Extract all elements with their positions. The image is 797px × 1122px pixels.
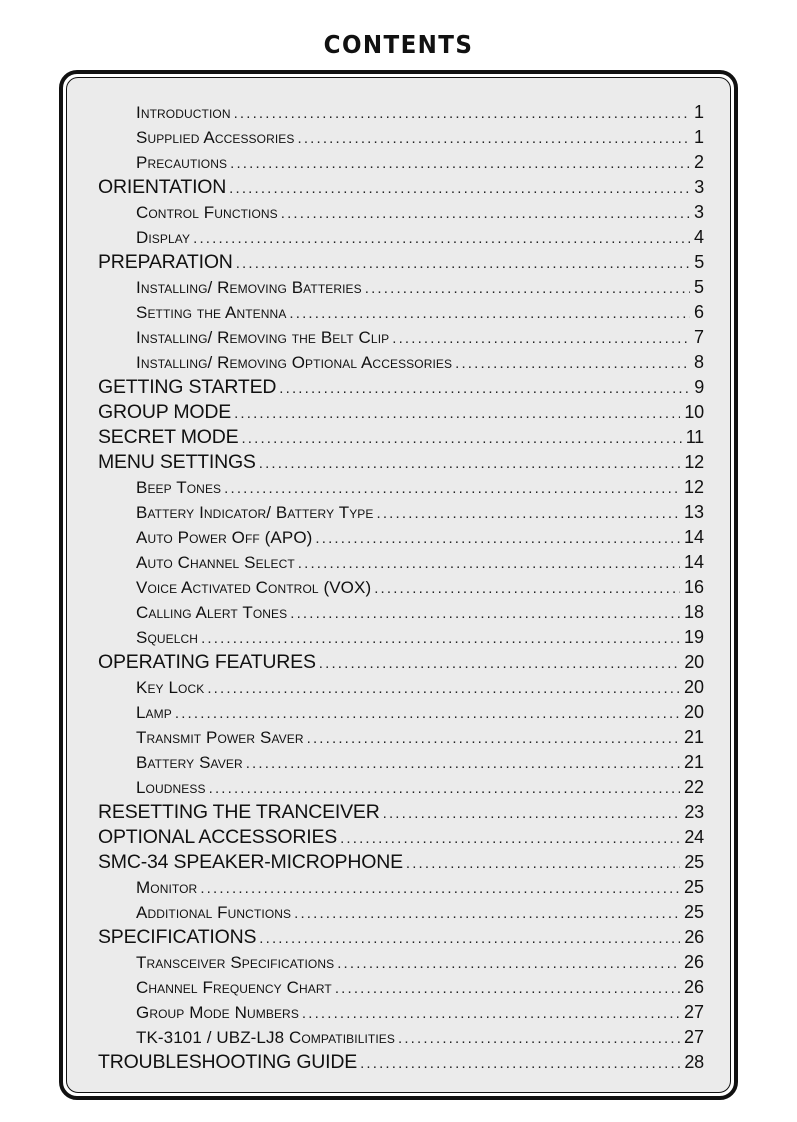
toc-entry-title: Transmit Power Saver <box>136 728 304 747</box>
toc-section-entry[interactable] <box>98 175 704 200</box>
dot-leader <box>337 951 680 976</box>
toc-entry-title: Introduction <box>136 103 231 122</box>
toc-entry-title: Lamp <box>136 703 172 722</box>
toc-page-number: 25 <box>683 902 704 922</box>
dot-leader <box>241 426 681 451</box>
toc-subsection-entry[interactable] <box>98 950 704 975</box>
dot-leader <box>279 376 690 401</box>
toc-subsection-entry[interactable] <box>98 500 704 525</box>
toc-subsection-entry[interactable] <box>98 525 704 550</box>
dot-leader <box>259 451 681 476</box>
dot-leader <box>259 926 680 951</box>
toc-entry-title: SPECIFICATIONS <box>98 926 257 948</box>
toc-page-number: 5 <box>693 277 704 297</box>
toc-page-number: 24 <box>684 827 704 847</box>
dot-leader <box>335 976 680 1001</box>
toc-page-number: 25 <box>684 852 704 872</box>
toc-entry-title: Transceiver Specifications <box>136 953 335 972</box>
toc-subsection-entry[interactable] <box>98 1025 704 1050</box>
toc-section-entry[interactable] <box>98 850 704 875</box>
toc-page-number: 14 <box>683 552 704 572</box>
toc-subsection-entry[interactable] <box>98 125 704 150</box>
dot-leader <box>383 801 681 826</box>
toc-page-number: 1 <box>693 102 704 122</box>
toc-subsection-entry[interactable] <box>98 625 704 650</box>
toc-page-number: 20 <box>683 702 704 722</box>
toc-subsection-entry[interactable] <box>98 725 704 750</box>
toc-entry-title: Group Mode Numbers <box>136 1003 299 1022</box>
dot-leader <box>234 401 680 426</box>
toc-subsection-entry[interactable] <box>98 900 704 925</box>
dot-leader <box>315 526 680 551</box>
toc-page-number: 12 <box>683 477 704 497</box>
dot-leader <box>365 276 690 301</box>
dot-leader <box>229 176 690 201</box>
dot-leader <box>209 776 680 801</box>
toc-subsection-entry[interactable] <box>98 600 704 625</box>
toc-page-number: 20 <box>684 652 704 672</box>
toc-page-number: 27 <box>683 1027 704 1047</box>
dot-leader <box>298 126 690 151</box>
toc-entry-title: TK-3101 / UBZ-LJ8 Compatibilities <box>136 1028 395 1047</box>
toc-entry-title: Key Lock <box>136 678 205 697</box>
toc-page-number: 3 <box>693 202 704 222</box>
toc-page-number: 16 <box>683 577 704 597</box>
dot-leader <box>175 701 680 726</box>
toc-subsection-entry[interactable] <box>98 975 704 1000</box>
toc-entry-title: MENU SETTINGS <box>98 451 256 473</box>
toc-entry-title: Battery Saver <box>136 753 243 772</box>
toc-entry-title: Calling Alert Tones <box>136 603 288 622</box>
toc-section-entry[interactable] <box>98 650 704 675</box>
table-of-contents <box>98 100 704 1075</box>
toc-entry-title: SMC-34 SPEAKER-MICROPHONE <box>98 851 403 873</box>
dot-leader <box>207 676 680 701</box>
toc-subsection-entry[interactable] <box>98 200 704 225</box>
toc-subsection-entry[interactable] <box>98 775 704 800</box>
toc-page-number: 12 <box>684 452 704 472</box>
toc-entry-title: Monitor <box>136 878 198 897</box>
dot-leader <box>290 601 680 626</box>
toc-section-entry[interactable] <box>98 450 704 475</box>
dot-leader <box>392 326 690 351</box>
dot-leader <box>319 651 681 676</box>
dot-leader <box>193 226 690 251</box>
toc-section-entry[interactable] <box>98 925 704 950</box>
toc-page-number: 27 <box>683 1002 704 1022</box>
toc-page-number: 23 <box>684 802 704 822</box>
toc-subsection-entry[interactable] <box>98 875 704 900</box>
toc-subsection-entry[interactable] <box>98 575 704 600</box>
dot-leader <box>340 826 680 851</box>
toc-section-entry[interactable] <box>98 250 704 275</box>
toc-page-number: 28 <box>684 1052 704 1072</box>
toc-subsection-entry[interactable] <box>98 350 704 375</box>
toc-entry-title: ORIENTATION <box>98 176 227 198</box>
dot-leader <box>377 501 680 526</box>
dot-leader <box>246 751 680 776</box>
dot-leader <box>201 626 680 651</box>
dot-leader <box>294 901 680 926</box>
toc-entry-title: Battery Indicator/ Battery Type <box>136 503 374 522</box>
toc-page-number: 13 <box>683 502 704 522</box>
toc-page-number: 6 <box>693 302 704 322</box>
toc-entry-title: Auto Channel Select <box>136 553 295 572</box>
toc-subsection-entry[interactable] <box>98 225 704 250</box>
toc-page-number: 14 <box>683 527 704 547</box>
page-title: CONTENTS <box>323 30 474 59</box>
toc-entry-title: Installing/ Removing the Belt Clip <box>136 328 390 347</box>
toc-page-number: 22 <box>683 777 704 797</box>
toc-entry-title: RESETTING THE TRANCEIVER <box>98 801 380 823</box>
dot-leader <box>200 876 680 901</box>
toc-entry-title: Channel Frequency Chart <box>136 978 332 997</box>
dot-leader <box>374 576 680 601</box>
toc-subsection-entry[interactable] <box>98 475 704 500</box>
toc-subsection-entry[interactable] <box>98 325 704 350</box>
toc-entry-title: OPTIONAL ACCESSORIES <box>98 826 338 848</box>
toc-page-number: 8 <box>693 352 704 372</box>
toc-entry-title: GETTING STARTED <box>98 376 277 398</box>
toc-page-number: 2 <box>693 152 704 172</box>
toc-entry-title: Precautions <box>136 153 228 172</box>
toc-subsection-entry[interactable] <box>98 275 704 300</box>
toc-entry-title: Loudness <box>136 778 206 797</box>
toc-page-number: 3 <box>694 177 704 197</box>
toc-page-number: 18 <box>683 602 704 622</box>
dot-leader <box>298 551 680 576</box>
toc-subsection-entry[interactable] <box>98 1000 704 1025</box>
toc-entry-title: Beep Tones <box>136 478 222 497</box>
toc-subsection-entry[interactable] <box>98 675 704 700</box>
toc-entry-title: Supplied Accessories <box>136 128 295 147</box>
toc-entry-title: GROUP MODE <box>98 401 232 423</box>
toc-entry-title: Display <box>136 228 191 247</box>
toc-entry-title: TROUBLESHOOTING GUIDE <box>98 1051 358 1073</box>
dot-leader <box>234 101 690 126</box>
toc-subsection-entry[interactable] <box>98 750 704 775</box>
toc-subsection-entry[interactable] <box>98 700 704 725</box>
toc-page-number: 19 <box>683 627 704 647</box>
toc-page-number: 1 <box>693 127 704 147</box>
toc-entry-title: Control Functions <box>136 203 278 222</box>
toc-page-number: 5 <box>694 252 704 272</box>
dot-leader <box>289 301 690 326</box>
toc-page-number: 21 <box>683 752 704 772</box>
toc-page-number: 21 <box>683 727 704 747</box>
toc-page-number: 20 <box>683 677 704 697</box>
dot-leader <box>281 201 690 226</box>
toc-section-entry[interactable] <box>98 375 704 400</box>
toc-subsection-entry[interactable] <box>98 550 704 575</box>
dot-leader <box>230 151 690 176</box>
toc-page-number: 4 <box>693 227 704 247</box>
dot-leader <box>406 851 680 876</box>
toc-page-number: 7 <box>693 327 704 347</box>
toc-section-entry[interactable] <box>98 1050 704 1075</box>
toc-page-number: 25 <box>683 877 704 897</box>
toc-entry-title: Squelch <box>136 628 199 647</box>
toc-section-entry[interactable] <box>98 800 704 825</box>
toc-page-number: 26 <box>683 977 704 997</box>
toc-subsection-entry[interactable] <box>98 150 704 175</box>
toc-entry-title: Installing/ Removing Optional Accessories <box>136 353 453 372</box>
toc-entry-title: OPERATING FEATURES <box>98 651 316 673</box>
toc-page-number: 11 <box>685 427 704 447</box>
dot-leader <box>236 251 691 276</box>
toc-entry-title: Additional Functions <box>136 903 292 922</box>
toc-section-entry[interactable] <box>98 825 704 850</box>
toc-page-number: 26 <box>684 927 704 947</box>
dot-leader <box>360 1051 680 1076</box>
dot-leader <box>455 351 690 376</box>
toc-entry-title: Voice Activated Control (VOX) <box>136 578 372 597</box>
toc-entry-title: SECRET MODE <box>98 426 239 448</box>
toc-section-entry[interactable] <box>98 425 704 450</box>
toc-entry-title: PREPARATION <box>98 251 233 273</box>
dot-leader <box>302 1001 680 1026</box>
toc-page-number: 10 <box>684 402 704 422</box>
toc-entry-title: Installing/ Removing Batteries <box>136 278 362 297</box>
dot-leader <box>224 476 680 501</box>
toc-entry-title: Setting the Antenna <box>136 303 287 322</box>
toc-page-number: 9 <box>694 377 704 397</box>
toc-entry-title: Auto Power Off (APO) <box>136 528 313 547</box>
toc-page-number: 26 <box>683 952 704 972</box>
toc-subsection-entry[interactable] <box>98 100 704 125</box>
toc-section-entry[interactable] <box>98 400 704 425</box>
toc-subsection-entry[interactable] <box>98 300 704 325</box>
dot-leader <box>398 1026 680 1051</box>
dot-leader <box>307 726 680 751</box>
